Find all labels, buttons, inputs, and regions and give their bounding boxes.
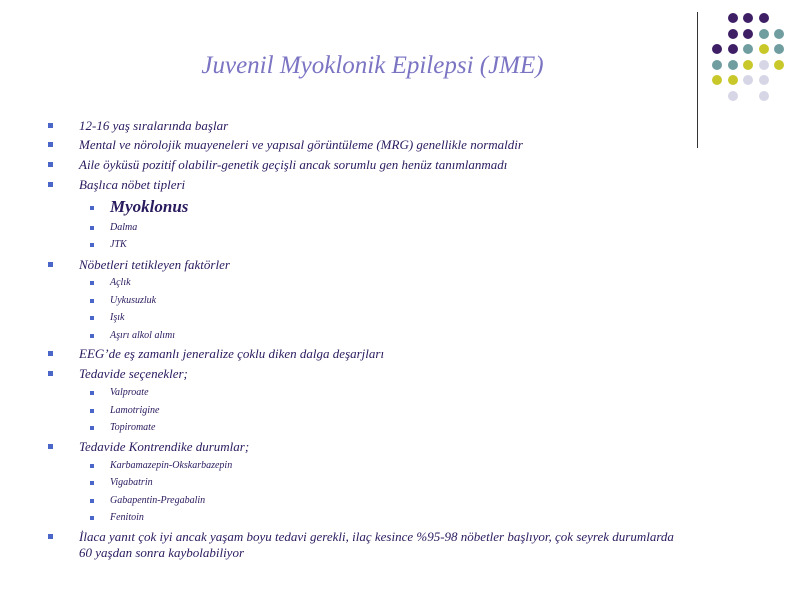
sub-list-item: Aşırı alkol alımı bbox=[110, 330, 175, 341]
sub-list-item: Myoklonus bbox=[110, 197, 189, 216]
bullet-marker bbox=[90, 243, 94, 247]
bullet-marker bbox=[48, 162, 53, 167]
sub-list-item: Uykusuzluk bbox=[110, 295, 157, 306]
bullet-marker bbox=[90, 299, 94, 303]
bullet-marker bbox=[90, 391, 94, 395]
bullet-marker bbox=[90, 464, 94, 468]
list-item: Tedavide Kontrendike durumlar; bbox=[79, 439, 250, 454]
bullet-marker bbox=[48, 182, 53, 187]
bullet-marker bbox=[48, 142, 53, 147]
sub-list-item: Vigabatrin bbox=[110, 477, 153, 488]
list-item: Aile öyküsü pozitif olabilir-genetik geçişli ancak sorumlu gen henüz tanımlanmadı bbox=[79, 157, 508, 172]
list-item: Başlıca nöbet tipleri bbox=[79, 177, 186, 192]
bullet-marker bbox=[90, 226, 94, 230]
sub-list-item: JTK bbox=[110, 239, 127, 250]
sub-list-item: Işık bbox=[110, 312, 125, 323]
list-item: Mental ve nörolojik muayeneleri ve yapısal görüntüleme (MRG) genellikle normaldir bbox=[79, 137, 523, 152]
bullet-marker bbox=[48, 351, 53, 356]
bullet-marker bbox=[90, 499, 94, 503]
list-item: 12-16 yaş sıralarında başlar bbox=[79, 118, 229, 133]
sub-list-item: Topiromate bbox=[110, 422, 156, 433]
sub-list-item: Dalma bbox=[110, 222, 138, 233]
slide-title: Juvenil Myoklonik Epilepsi (JME) bbox=[201, 52, 544, 79]
list-item: İlaca yanıt çok iyi ancak yaşam boyu tedavi gerekli, ilaç kesince %95-98 nöbetler başlıyor, çok seyrek durumlarda bbox=[79, 529, 674, 544]
list-item: Tedavide seçenekler; bbox=[79, 366, 188, 381]
sub-list-item: Karbamazepin-Okskarbazepin bbox=[110, 460, 233, 471]
sub-list-item: Lamotrigine bbox=[110, 405, 160, 416]
bullet-marker bbox=[48, 371, 53, 376]
bullet-marker bbox=[90, 206, 94, 210]
sub-list-item: Açlık bbox=[110, 277, 131, 288]
bullet-marker bbox=[48, 123, 53, 128]
bullet-marker bbox=[48, 262, 53, 267]
sub-list-item: Gabapentin-Pregabalin bbox=[110, 495, 206, 506]
bullet-marker bbox=[48, 534, 53, 539]
bullet-marker bbox=[48, 444, 53, 449]
list-item: 60 yaşdan sonra kaybolabiliyor bbox=[79, 545, 245, 560]
list-item: EEG’de eş zamanlı jeneralize çoklu diken dalga deşarjları bbox=[79, 346, 385, 361]
bullet-marker bbox=[90, 426, 94, 430]
bullet-marker bbox=[90, 281, 94, 285]
bullet-marker bbox=[90, 481, 94, 485]
sub-list-item: Valproate bbox=[110, 387, 149, 398]
bullet-marker bbox=[90, 409, 94, 413]
list-item: Nöbetleri tetikleyen faktörler bbox=[79, 257, 230, 272]
bullet-marker bbox=[90, 516, 94, 520]
sub-list-item: Fenitoin bbox=[110, 512, 144, 523]
bullet-marker bbox=[90, 334, 94, 338]
bullet-marker bbox=[90, 316, 94, 320]
